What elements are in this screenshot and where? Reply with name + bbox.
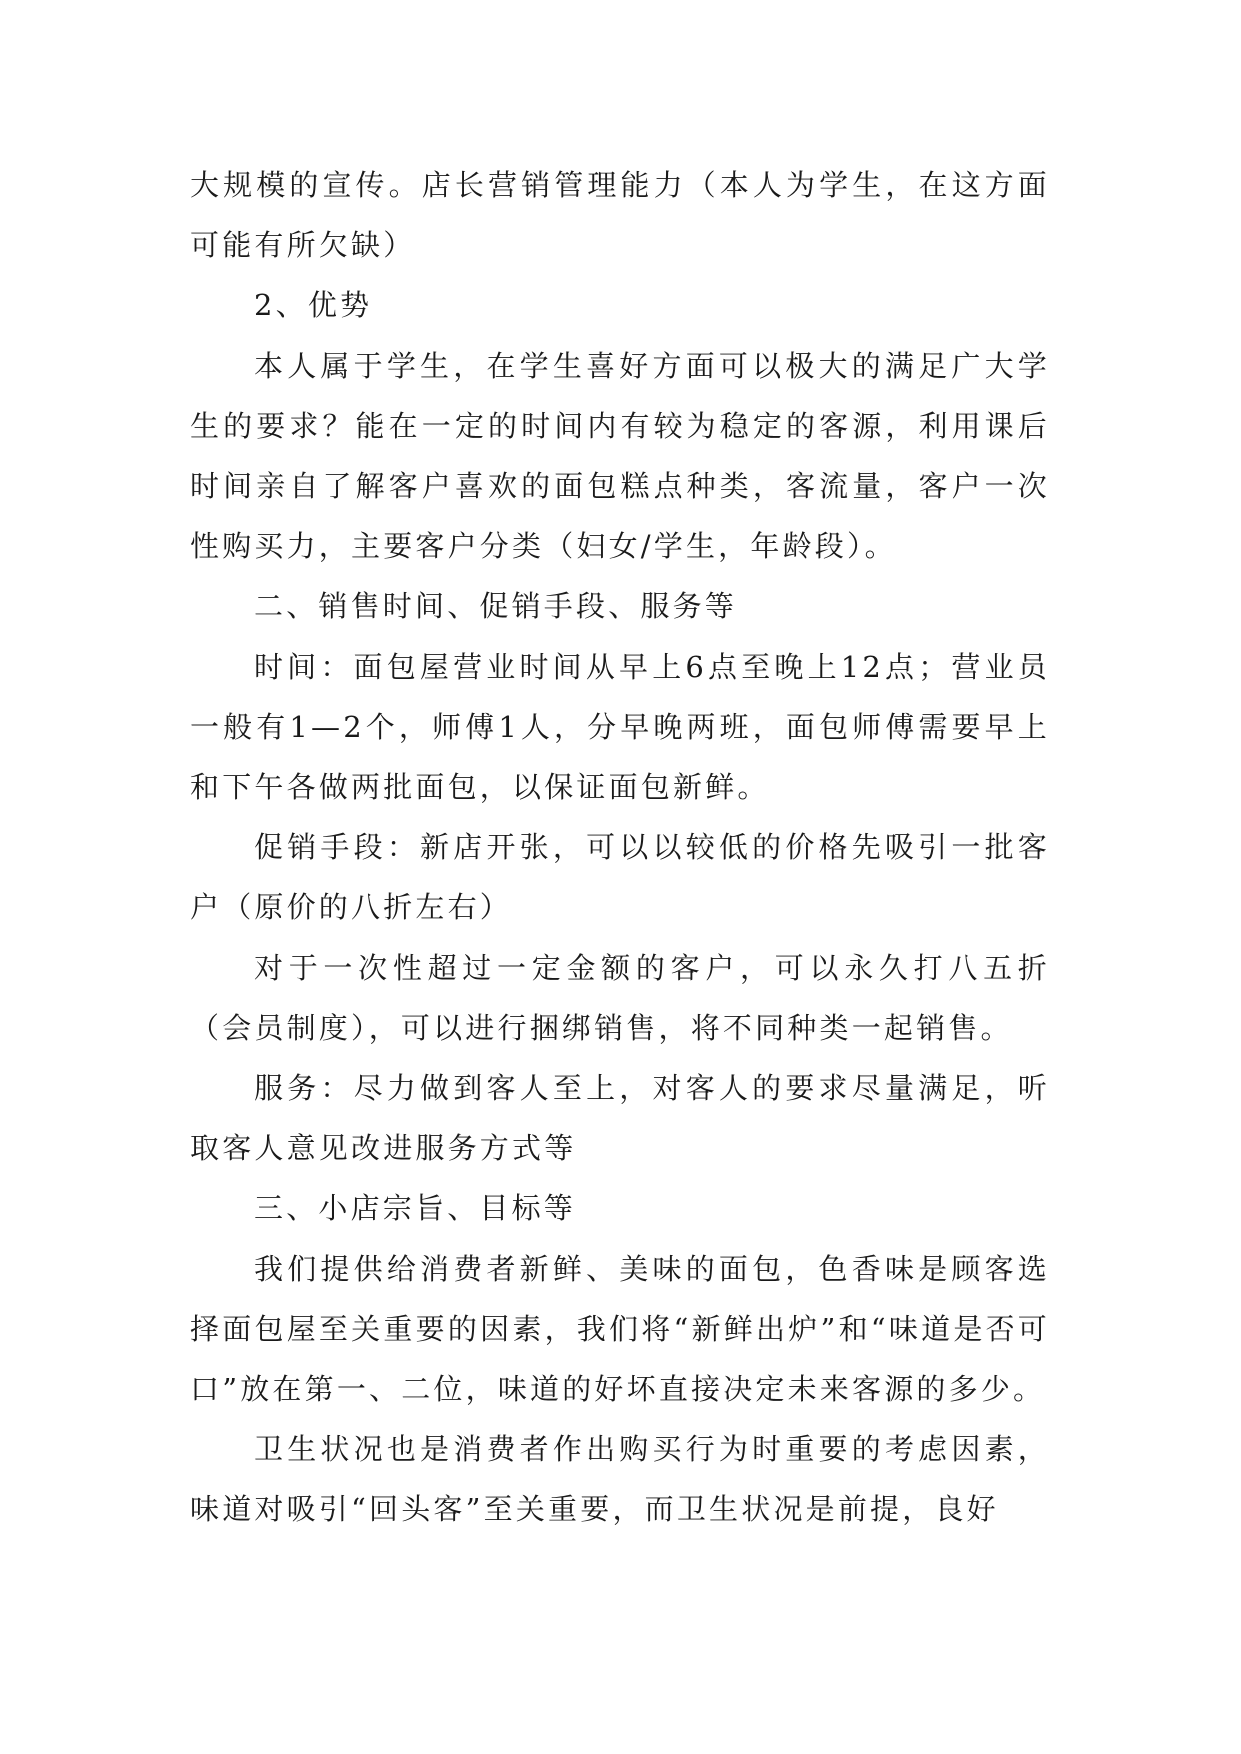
paragraph-publicity-weakness: 大规模的宣传。店长营销管理能力（本人为学生，在这方面可能有所欠缺） [190,168,1050,263]
heading-shop-purpose-goals: 三、小店宗旨、目标等 [254,1191,577,1226]
paragraph-advantages: 本人属于学生，在学生喜好方面可以极大的满足广大学生的要求？能在一定的时间内有较为稳定的客源，利用课后时间亲自了解客户喜欢的面包糕点种类，客流量，客户一次性购买力，主要客户分类（妇女/学生，年龄段）。 [190,348,1050,564]
paragraph-fresh-tasty-bread: 我们提供给消费者新鲜、美味的面包，色香味是顾客选择面包屋至关重要的因素，我们将“新鲜出炉”和“味道是否可口”放在第一、二位，味道的好坏直接决定未来客源的多少。 [190,1251,1050,1407]
paragraph-promotion: 促销手段：新店开张，可以以较低的价格先吸引一批客户（原价的八折左右） [190,830,1050,925]
document-body [190,155,1050,1540]
paragraph-membership-discount: 对于一次性超过一定金额的客户，可以永久打八五折（会员制度），可以进行捆绑销售，将不同种类一起销售。 [190,950,1050,1045]
heading-sales-time-promotion-service: 二、销售时间、促销手段、服务等 [254,589,738,624]
heading-advantages: 2、优势 [254,288,373,323]
paragraph-business-hours: 时间：面包屋营业时间从早上6点至晚上12点；营业员一般有1—2个，师傅1人，分早晚两班，面包师傅需要早上和下午各做两批面包，以保证面包新鲜。 [190,649,1050,805]
paragraph-hygiene: 卫生状况也是消费者作出购买行为时重要的考虑因素，味道对吸引“回头客”至关重要，而卫生状况是前提，良好 [190,1432,1050,1527]
paragraph-service: 服务：尽力做到客人至上，对客人的要求尽量满足，听取客人意见改进服务方式等 [190,1071,1050,1166]
